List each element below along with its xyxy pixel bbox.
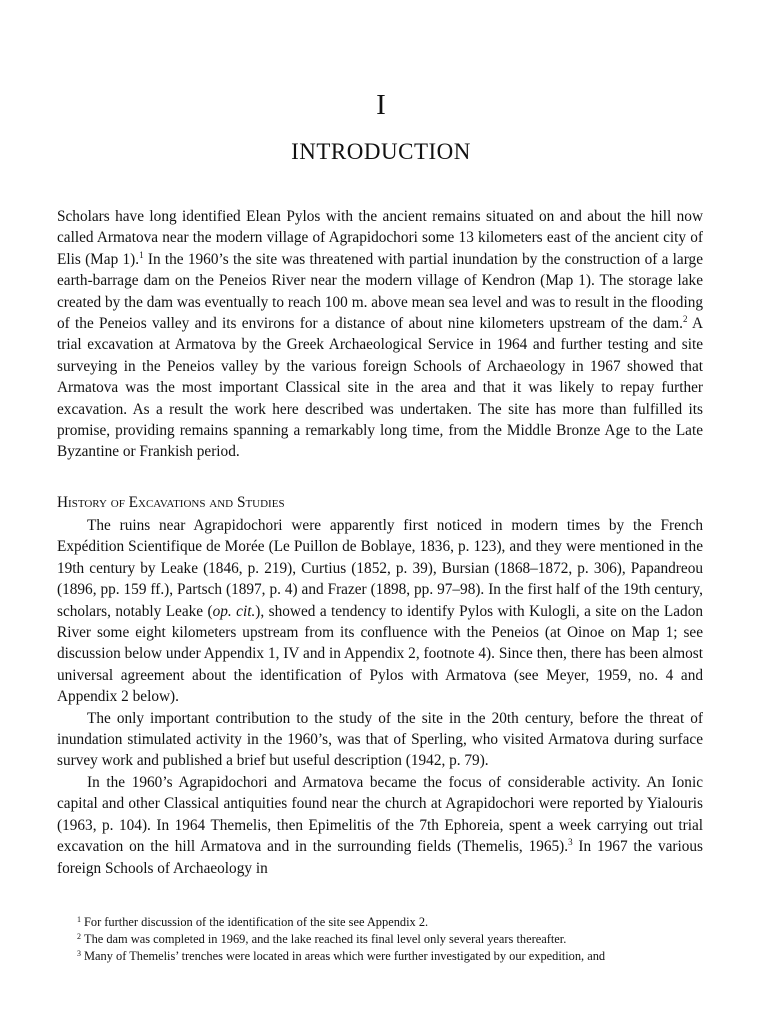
- footnote-text-1: For further discussion of the identification of the site see Appendix 2.: [84, 915, 429, 929]
- history-p1-text-1: The ruins near Agrapidochori were apparently first noticed in modern times by the French Expédition Scientifique de Morée (Le Puillon de Boblaye, 1836, p. 123), and they were mentioned in the 19th century by Leake (1846, p. 219), Curtius (1852, p. 39), Bursian (1868–1872, p. 306), Papandreou (1896, pp. 159 ff.), Partsch (1897, p. 4) and Frazer (1898, pp. 97–98). In the first half of the 19th century, scholars, notably Leake (: [57, 517, 703, 620]
- intro-section: [57, 206, 703, 463]
- footnote-1: [79, 914, 703, 931]
- history-section: [57, 515, 703, 879]
- intro-text-3: A trial excavation at Armatova by the Greek Archaeological Service in 1964 and further testing and site surveying in the Peneios valley by the various foreign Schools of Archaeology in 1967 showed that Armatova was the most important Classical site in the area and that it was likely to repay further excavation. As a result the work here described was undertaken. The site has more than fulfilled its promise, providing remains spanning a remarkably long time, from the Middle Bronze Age to the Late Byzantine or Frankish period.: [57, 315, 704, 461]
- footnote-3: [79, 948, 703, 965]
- chapter-number: I: [376, 89, 386, 121]
- history-p1-italic: op. cit.: [212, 602, 256, 620]
- chapter-title: INTRODUCTION: [291, 139, 471, 164]
- history-p3-text-2: In 1967 the various foreign Schools of Archaeology in: [57, 838, 703, 877]
- intro-text-2: In the 1960’s the site was threatened with partial inundation by the construction of a large earth-barrage dam on the Peneios River near the modern village of Kendron (Map 1). The storage lake created by the dam was eventually to reach 100 m. above mean sea level and was to result in the flooding of the Peneios valley and its environs for a distance of about nine kilometers upstream of the dam.: [57, 250, 703, 333]
- intro-paragraph: [57, 206, 703, 463]
- footnotes: [57, 914, 703, 965]
- history-p1-text-2: ), showed a tendency to identify Pylos with Kulogli, a site on the Ladon River some eight kilometers upstream from its confluence with the Peneios (at Oinoe on Map 1; see discussion below under Appendix 1, IV and in Appendix 2, footnote 4). Since then, there has been almost universal agreement about the identification of Pylos with Armatova (see Meyer, 1959, no. 4 and Appendix 2 below).: [57, 602, 704, 706]
- footnote-text-2: The dam was completed in 1969, and the lake reached its final level only several years thereafter.: [84, 932, 567, 946]
- intro-text-1: Scholars have long identified Elean Pylos with the ancient remains situated on and about the hill now called Armatova near the modern village of Agrapidochori some 13 kilometers east of the ancient city of Elis (Map 1).: [57, 208, 703, 268]
- footnote-mark-2: 2: [77, 932, 81, 941]
- history-p3-text-1: In the 1960’s Agrapidochori and Armatova became the focus of considerable activity. An Ionic capital and other Classical antiquities found near the church at Agrapidochori were reported by Yialouris (1963, p. 104). In 1964 Themelis, then Epimelitis of the 7th Ephoreia, spent a week carrying out trial excavation on the hill Armatova and in the surrounding fields (Themelis, 1965).: [57, 773, 703, 856]
- section-heading: History of Excavations and Studies: [57, 494, 285, 511]
- history-paragraph-1: [57, 515, 703, 708]
- footnote-ref-1: 1: [139, 249, 144, 260]
- footnote-text-3: Many of Themelis’ trenches were located in areas which were further investigated by our expedition, and: [84, 949, 606, 963]
- history-paragraph-2: The only important contribution to the study of the site in the 20th century, before the threat of inundation stimulated activity in the 1960’s, was that of Sperling, who visited Armatova during surface survey work and published a brief but useful description (1942, p. 79).: [57, 709, 703, 770]
- footnote-mark-3: 3: [77, 949, 81, 958]
- footnote-ref-3: 3: [568, 837, 573, 848]
- footnote-2: [79, 931, 703, 948]
- footnote-mark-1: 1: [77, 915, 81, 924]
- footnote-ref-2: 2: [682, 314, 688, 325]
- history-paragraph-3: [57, 772, 703, 879]
